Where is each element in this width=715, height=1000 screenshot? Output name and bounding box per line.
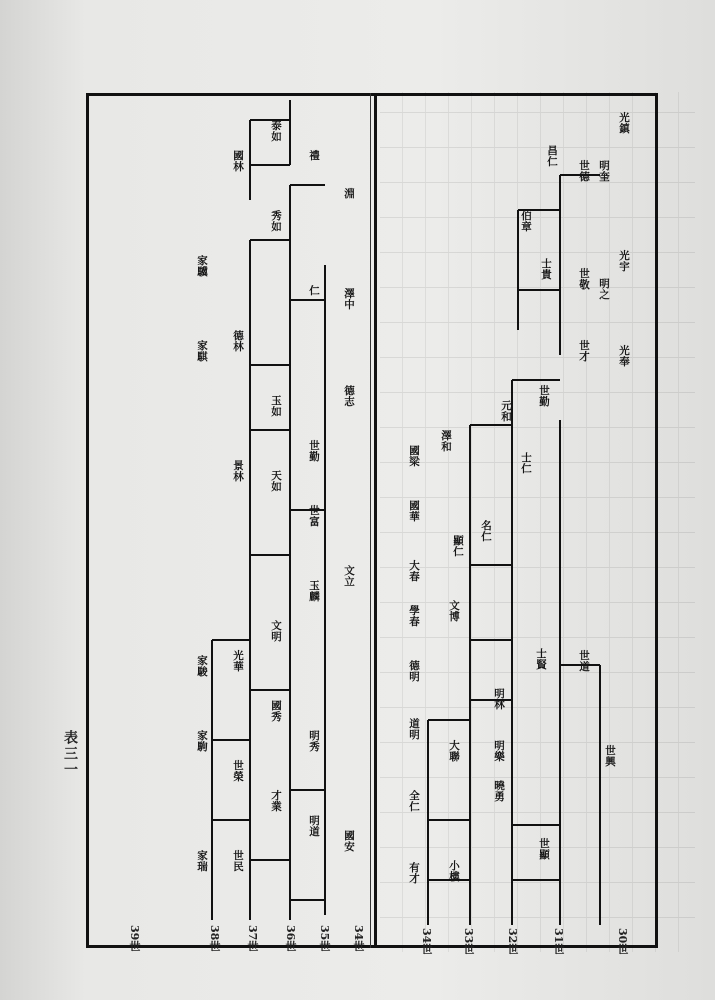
- person-name: 德明: [408, 660, 420, 682]
- page-number: 表三一: [62, 730, 78, 778]
- generation-label: 33世: [462, 928, 475, 955]
- person-name: 小樓: [448, 860, 460, 882]
- person-name: 家瑞: [196, 850, 208, 872]
- generation-label: 38世: [208, 925, 221, 952]
- person-name: 明樂: [493, 740, 505, 762]
- person-name: 家駿: [196, 655, 208, 677]
- person-name: 明秀: [308, 730, 320, 752]
- person-name: 淵: [343, 188, 355, 199]
- person-name: 家驥: [196, 255, 208, 277]
- generation-label: 31世: [552, 928, 565, 955]
- person-name: 仁: [308, 285, 320, 296]
- person-name: 士賢: [535, 648, 547, 670]
- person-name: 伯章: [520, 210, 532, 232]
- person-name: 玉麟: [308, 580, 320, 602]
- generation-label: 32世: [506, 928, 519, 955]
- person-name: 有才: [408, 862, 420, 884]
- person-name: 明道: [308, 815, 320, 837]
- person-name: 學春: [408, 605, 420, 627]
- person-name: 世富: [308, 505, 320, 527]
- person-name: 文博: [448, 600, 460, 622]
- person-name: 國秀: [270, 700, 282, 722]
- person-name: 名仁: [480, 520, 492, 542]
- person-name: 世勤: [308, 440, 320, 462]
- person-name: 天如: [270, 470, 282, 492]
- person-name: 世榮: [232, 760, 244, 782]
- person-name: 大春: [408, 560, 420, 582]
- person-name: 世道: [578, 650, 590, 672]
- generation-label: 34世: [420, 928, 433, 955]
- person-name: 世才: [578, 340, 590, 362]
- generation-label: 39世: [128, 925, 141, 952]
- person-name: 國林: [232, 150, 244, 172]
- generation-label: 30世: [616, 928, 629, 955]
- person-name: 世顯: [538, 838, 550, 860]
- person-name: 德志: [343, 385, 355, 407]
- person-name: 全仁: [408, 790, 420, 812]
- person-name: 泰如: [270, 120, 282, 142]
- person-name: 明之: [598, 278, 610, 300]
- person-name: 明奎: [598, 160, 610, 182]
- person-name: 光鎮: [618, 112, 630, 134]
- person-name: 文立: [343, 565, 355, 587]
- generation-label: 37世: [246, 925, 259, 952]
- generation-label: 36世: [284, 925, 297, 952]
- person-name: 秀如: [270, 210, 282, 232]
- person-name: 世勤: [538, 385, 550, 407]
- person-name: 士貴: [540, 258, 552, 280]
- person-name: 國安: [343, 830, 355, 852]
- person-name: 大聯: [448, 740, 460, 762]
- person-name: 世敬: [578, 268, 590, 290]
- person-name: 曉勇: [493, 780, 505, 802]
- person-name: 士仁: [520, 452, 532, 474]
- person-name: 澤和: [440, 430, 452, 452]
- person-name: 光華: [232, 650, 244, 672]
- generation-label: 35世: [318, 925, 331, 952]
- person-name: 道明: [408, 718, 420, 740]
- person-name: 昌仁: [546, 145, 558, 167]
- person-name: 家騏: [196, 340, 208, 362]
- person-name: 國梁: [408, 445, 420, 467]
- person-name: 明林: [493, 688, 505, 710]
- person-name: 文明: [270, 620, 282, 642]
- person-name: 國華: [408, 500, 420, 522]
- person-name: 景林: [232, 460, 244, 482]
- person-name: 元和: [500, 400, 512, 422]
- person-name: 光宇: [618, 250, 630, 272]
- person-name: 家駒: [196, 730, 208, 752]
- person-name: 顯仁: [452, 535, 464, 557]
- person-name: 世德: [578, 160, 590, 182]
- person-name: 才業: [270, 790, 282, 812]
- person-name: 德林: [232, 330, 244, 352]
- person-name: 禮: [308, 150, 320, 161]
- person-name: 世民: [232, 850, 244, 872]
- person-name: 澤中: [343, 288, 355, 310]
- person-name: 玉如: [270, 395, 282, 417]
- generation-label: 34世: [352, 925, 365, 952]
- person-name: 世興: [604, 745, 616, 767]
- person-name: 光奉: [618, 345, 630, 367]
